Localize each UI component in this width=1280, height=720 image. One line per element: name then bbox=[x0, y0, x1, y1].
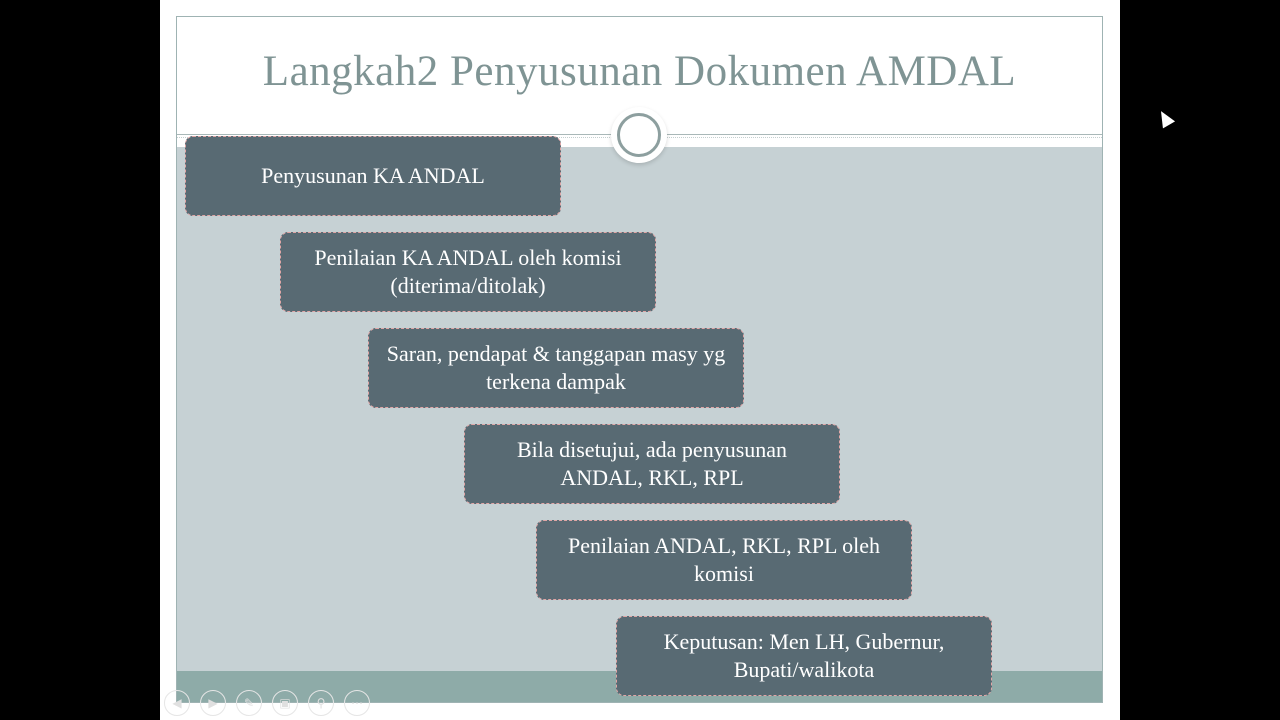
slide-title: Langkah2 Penyusunan Dokumen AMDAL bbox=[262, 48, 1017, 95]
step-6-box: Keputusan: Men LH, Gubernur, Bupati/walikota bbox=[616, 616, 992, 696]
prev-icon[interactable]: ◀ bbox=[164, 690, 190, 716]
slideshow-controls bbox=[164, 690, 370, 716]
mouse-cursor-icon bbox=[1155, 108, 1175, 129]
step-1-box: Penyusunan KA ANDAL bbox=[185, 136, 561, 216]
zoom-icon[interactable]: ⚲ bbox=[308, 690, 334, 716]
ring-ornament-icon bbox=[611, 107, 667, 163]
next-icon[interactable]: ▶ bbox=[200, 690, 226, 716]
step-4-box: Bila disetujui, ada penyusunan ANDAL, RKL, RPL bbox=[464, 424, 840, 504]
more-icon[interactable]: ⋯ bbox=[344, 690, 370, 716]
pen-icon[interactable]: ✎ bbox=[236, 690, 262, 716]
slides-icon[interactable]: ▣ bbox=[272, 690, 298, 716]
step-2-box: Penilaian KA ANDAL oleh komisi (diterima/ditolak) bbox=[280, 232, 656, 312]
step-3-box: Saran, pendapat & tanggapan masy yg terkena dampak bbox=[368, 328, 744, 408]
step-5-box: Penilaian ANDAL, RKL, RPL oleh komisi bbox=[536, 520, 912, 600]
slide bbox=[176, 16, 1103, 703]
